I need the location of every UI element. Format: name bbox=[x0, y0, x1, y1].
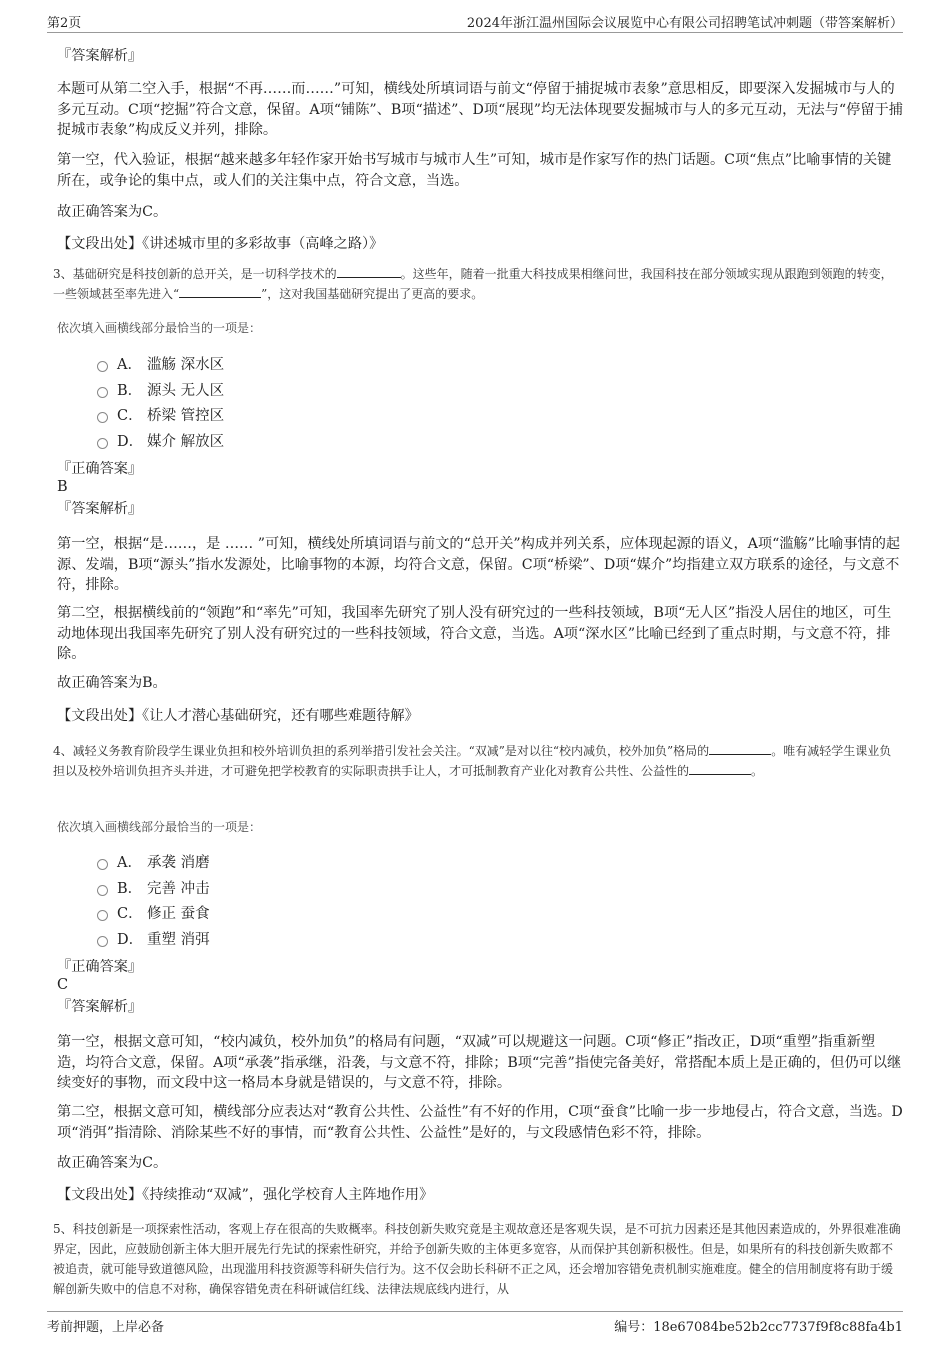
question-3-stem: 3、基础研究是科技创新的总开关，是一切科学技术的 。这些年，随着一批重大科技成果相继问世，我国科技在部分领域实现从跟跑到领跑的转变，一些领域甚至率先进入“ ”，这对我国基础研究提出了更高的要求。 bbox=[53, 267, 893, 301]
fill-blank bbox=[337, 265, 401, 278]
correct-answer-label: 『正确答案』 bbox=[57, 959, 143, 975]
option-a[interactable]: A． 承袭 消磨 bbox=[97, 849, 210, 875]
question-4-options bbox=[97, 849, 210, 951]
question-3-options bbox=[97, 351, 224, 453]
correct-answer: B bbox=[57, 479, 68, 495]
document-title: 2024年浙江温州国际会议展览中心有限公司招聘笔试冲刺题（带答案解析） bbox=[466, 16, 903, 31]
radio-icon[interactable] bbox=[97, 936, 108, 947]
question-instruction: 依次填入画横线部分最恰当的一项是： bbox=[57, 321, 262, 335]
source-citation: 【文段出处】《持续推动“双减”，强化学校育人主阵地作用》 bbox=[57, 1187, 434, 1203]
analysis-label: 『答案解析』 bbox=[57, 501, 143, 517]
correct-answer: C bbox=[57, 977, 69, 993]
question-4-stem: 4、减轻义务教育阶段学生课业负担和校外培训负担的系列举措引发社会关注。“双减”是对以往“校内减负，校外加负”格局的 。唯有减轻学生课业负担以及校外培训负担齐头并进，才可避免把学校教育的实际职责拱手让人，才可抵制教育产业化对教育公共性、公益性的 。 bbox=[53, 744, 892, 778]
option-d[interactable]: D． 重塑 消弭 bbox=[97, 926, 210, 952]
page-footer bbox=[47, 1311, 903, 1334]
document-serial: 编号：18e67084be52b2cc7737f9f8c88fa4b1 bbox=[614, 1320, 903, 1335]
radio-icon[interactable] bbox=[97, 859, 108, 870]
answer-conclusion: 故正确答案为C。 bbox=[57, 1155, 168, 1171]
radio-icon[interactable] bbox=[97, 910, 108, 921]
source-citation: 【文段出处】《讲述城市里的多彩故事（高峰之路）》 bbox=[57, 236, 384, 252]
option-c[interactable]: C． 修正 蚕食 bbox=[97, 900, 210, 926]
analysis-label: 『答案解析』 bbox=[57, 48, 143, 64]
option-d[interactable]: D． 媒介 解放区 bbox=[97, 428, 224, 454]
analysis-paragraph: 第一空，根据“是……，是 …… ”可知，横线处所填词语与前文的“总开关”构成并列关系，应体现起源的语义，A项“滥觞”比喻事情的起源、发端，B项“源头”指水发源处，比喻事物的本源，均符合文意，保留。C项“桥梁”、D项“媒介”均指建立双方联系的途径，与文意不符，排除。 bbox=[57, 536, 901, 593]
option-b[interactable]: B． 完善 冲击 bbox=[97, 875, 210, 901]
question-instruction: 依次填入画横线部分最恰当的一项是： bbox=[57, 820, 262, 834]
footer-slogan: 考前押题，上岸必备 bbox=[47, 1320, 165, 1335]
analysis-paragraph: 第一空，根据文意可知，“校内减负，校外加负”的格局有问题，“双减”可以规避这一问题。C项“修正”指改正，D项“重塑”指重新塑造，均符合文意，保留。A项“承袭”指承继，沿袭，与文意不符，排除；B项“完善”指使完备美好，常搭配本质上是正确的，但仍可以继续变好的事物，而文段中这一格局本身就是错误的，与文意不符，排除。 bbox=[57, 1034, 902, 1091]
radio-icon[interactable] bbox=[97, 885, 108, 896]
fill-blank bbox=[709, 742, 771, 755]
correct-answer-label: 『正确答案』 bbox=[57, 461, 143, 477]
source-citation: 【文段出处】《让人才潜心基础研究，还有哪些难题待解》 bbox=[57, 708, 419, 724]
radio-icon[interactable] bbox=[97, 412, 108, 423]
option-b[interactable]: B． 源头 无人区 bbox=[97, 377, 224, 403]
analysis-paragraph: 第二空，根据横线前的“领跑”和“率先”可知，我国率先研究了别人没有研究过的一些科技领域，B项“无人区”指没人居住的地区，可生动地体现出我国率先研究了别人没有研究过的一些科技领域，符合文意，当选。A项“深水区”比喻已经到了重点时期，与文意不符，排除。 bbox=[57, 605, 892, 662]
fill-blank bbox=[179, 285, 261, 298]
radio-icon[interactable] bbox=[97, 361, 108, 372]
page-header bbox=[47, 10, 903, 33]
radio-icon[interactable] bbox=[97, 438, 108, 449]
analysis-label: 『答案解析』 bbox=[57, 999, 143, 1015]
question-5-stem: 5、科技创新是一项探索性活动，客观上存在很高的失败概率。科技创新失败究竟是主观故意还是客观失误，是不可抗力因素还是其他因素造成的，外界很难准确界定，因此，应鼓励创新主体大胆开展先行先试的探索性研究，并给予创新失败的主体更多宽容，从而保护其创新积极性。但是，如果所有的科技创新失败都不被追责，就可能导致道德风险，出现滥用科技资源等科研失信行为。这不仅会助长科研不正之风，还会增加容错免责机制实施难度。健全的信用制度将有助于缓解创新失败中的信息不对称，确保容错免责在科研诚信红线、法律法规底线内进行，从 bbox=[53, 1222, 901, 1296]
option-a[interactable]: A． 滥觞 深水区 bbox=[97, 351, 224, 377]
analysis-paragraph: 第一空，代入验证，根据“越来越多年轻作家开始书写城市与城市人生”可知，城市是作家写作的热门话题。C项“焦点”比喻事情的关键所在，或争论的集中点，或人们的关注集中点，符合文意，当选。 bbox=[57, 152, 892, 189]
option-c[interactable]: C． 桥梁 管控区 bbox=[97, 402, 224, 428]
page-number: 第2页 bbox=[47, 16, 82, 31]
analysis-paragraph: 本题可从第二空入手，根据“不再……而……”可知，横线处所填词语与前文“停留于捕捉城市表象”意思相反，即要深入发掘城市与人的多元互动。C项“挖掘”符合文意，保留。A项“铺陈”、B项“描述”、D项“展现”均无法体现要发掘城市与人的多元互动，无法与“停留于捕捉城市表象”构成反义并列，排除。 bbox=[57, 81, 903, 138]
radio-icon[interactable] bbox=[97, 387, 108, 398]
answer-conclusion: 故正确答案为B。 bbox=[57, 675, 167, 691]
analysis-paragraph: 第二空，根据文意可知，横线部分应表达对“教育公共性、公益性”有不好的作用，C项“蚕食”比喻一步一步地侵占，符合文意，当选。D项“消弭”指清除、消除某些不好的事情，而“教育公共性、公益性”是好的，与文段感情色彩不符，排除。 bbox=[57, 1104, 903, 1141]
answer-conclusion: 故正确答案为C。 bbox=[57, 204, 168, 220]
fill-blank bbox=[689, 762, 751, 775]
